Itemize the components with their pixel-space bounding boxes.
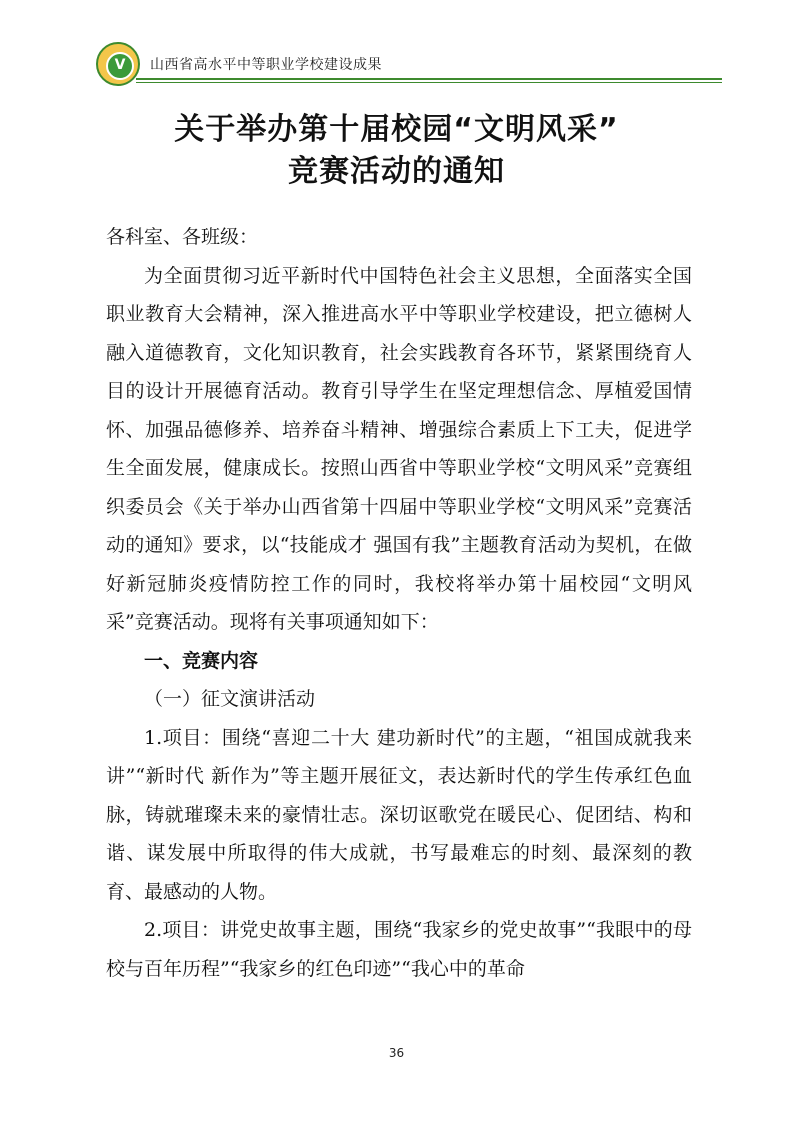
- document-title-line1: 关于举办第十届校园“文明风采”: [174, 112, 619, 147]
- intro-paragraph: 为全面贯彻习近平新时代中国特色社会主义思想，全面落实全国职业教育大会精神，深入推进高水平中等职业学校建设，把立德树人融入道德教育，文化知识教育，社会实践教育各环节，紧紧围绕育人目的设计开展德育活动。教育引导学生在坚定理想信念、厚植爱国情怀、加强品德修养、培养奋斗精神、增强综合素质上下工夫，促进学生全面发展，健康成长。按照山西省中等职业学校“文明风采”竞赛组织委员会《关于举办山西省第十四届中等职业学校“文明风采”竞赛活动的通知》要求，以“技能成才 强国有我”主题教育活动为契机，在做好新冠肺炎疫情防控工作的同时，我校将举办第十届校园“文明风采”竞赛活动。现将有关事项通知如下：: [106, 264, 692, 633]
- document-title-line2: 竞赛活动的通知: [288, 154, 505, 189]
- section-heading: 一、竞赛内容: [144, 649, 259, 672]
- page-header: [96, 42, 716, 88]
- salutation: 各科室、各班级：: [106, 226, 259, 248]
- document-body: [106, 218, 692, 988]
- item-paragraph-1: 1.项目：围绕“喜迎二十大 建功新时代”的主题，“祖国成就我来讲”“新时代 新作为”等主题开展征文，表达新时代的学生传承红色血脉，铸就璀璨未来的豪情壮志。深切讴歌党在暖民心、促团结、构和谐、谋发展中所取得的伟大成就，书写最难忘的时刻、最深刻的教育、最感动的人物。: [106, 726, 692, 903]
- header-divider: [136, 78, 722, 80]
- item-paragraph-2: 2.项目：讲党史故事主题，围绕“我家乡的党史故事”“我眼中的母校与百年历程”“我家乡的红色印迹”“我心中的革命: [106, 919, 692, 980]
- school-logo-icon: V: [96, 42, 140, 86]
- page-number: 36: [388, 1046, 405, 1060]
- subsection-heading: （一）征文演讲活动: [144, 688, 316, 710]
- header-title: 山西省高水平中等职业学校建设成果: [150, 57, 382, 73]
- header-divider-thin: [136, 82, 722, 83]
